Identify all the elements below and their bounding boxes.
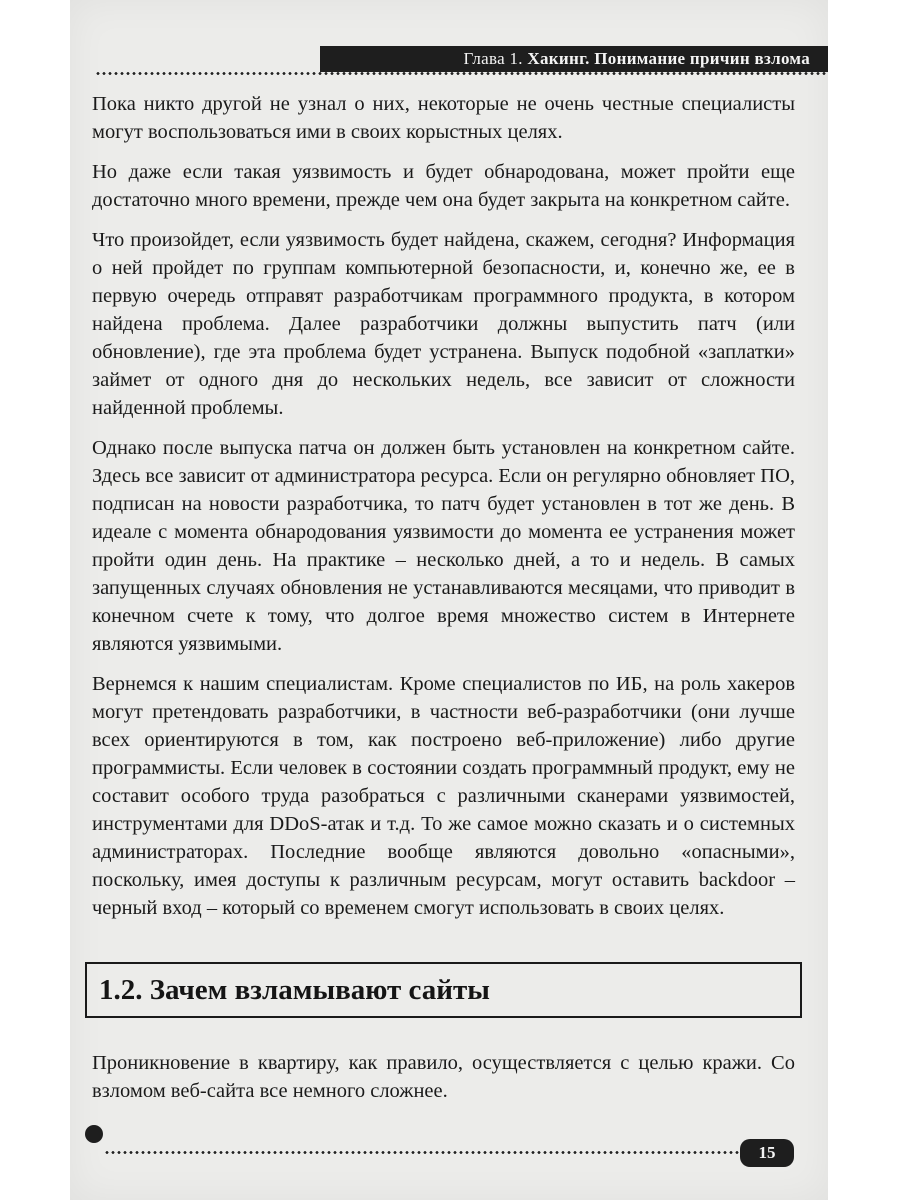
body-text <box>92 90 795 934</box>
section-body <box>92 1049 795 1105</box>
footer-dotted-rule <box>104 1151 744 1154</box>
paragraph: Проникновение в квартиру, как правило, осуществляется с целью кражи. Со взломом веб-сайта все немного сложнее. <box>92 1052 795 1102</box>
paragraph: Что произойдет, если уязвимость будет найдена, скажем, сегодня? Информация о ней пройдет по группам компьютерной безопасности, и, конечно же, ее в первую очередь отправят разработчикам программного продукта, в котором найдена проблема. Далее разработчики должны выпустить патч (или обновление), где эта проблема будет устранена. Выпуск подобной «заплатки» займет от одного дня до нескольких недель, все зависит от сложности найденной проблемы. <box>92 229 795 419</box>
footer-bullet-icon <box>85 1125 103 1143</box>
page-number: 15 <box>740 1139 794 1167</box>
paragraph: Пока никто другой не узнал о них, некоторые не очень честные специалисты могут воспользоваться ими в своих корыстных целях. <box>92 93 795 143</box>
paragraph: Но даже если такая уязвимость и будет обнародована, может пройти еще достаточно много времени, прежде чем она будет закрыта на конкретном сайте. <box>92 161 795 211</box>
paragraph: Вернемся к нашим специалистам. Кроме специалистов по ИБ, на роль хакеров могут претендовать разработчики, в частности веб-разработчики (они лучше всех ориентируются в том, как построено веб-приложение) либо другие программисты. Если человек в состоянии создать программный продукт, ему не составит особого труда разобраться с различными сканерами уязвимостей, инструментами для DDoS-атак и т.д. То же самое можно сказать и о системных администраторах. Последние вообще являются довольно «опасными», поскольку, имея доступы к различным ресурсам, могут оставить backdoor – черный вход – который со временем смогут использовать в своих целях. <box>92 673 795 919</box>
section-heading: 1.2. Зачем взламывают сайты <box>85 962 802 1018</box>
paragraph: Однако после выпуска патча он должен быть установлен на конкретном сайте. Здесь все зависит от администратора ресурса. Если он регулярно обновляет ПО, подписан на новости разработчика, то патч будет установлен в тот же день. В идеале с момента обнародования уязвимости до момента ее устранения может пройти один день. На практике – несколько дней, а то и недель. В самых запущенных случаях обновления не устанавливаются месяцами, что приводит в конечном счете к тому, что долгое время множество систем в Интернете являются уязвимыми. <box>92 437 795 655</box>
chapter-title: Хакинг. Понимание причин взлома <box>527 49 810 68</box>
header-dotted-rule <box>95 72 828 75</box>
running-header <box>320 46 828 72</box>
chapter-prefix: Глава 1. <box>463 49 528 68</box>
